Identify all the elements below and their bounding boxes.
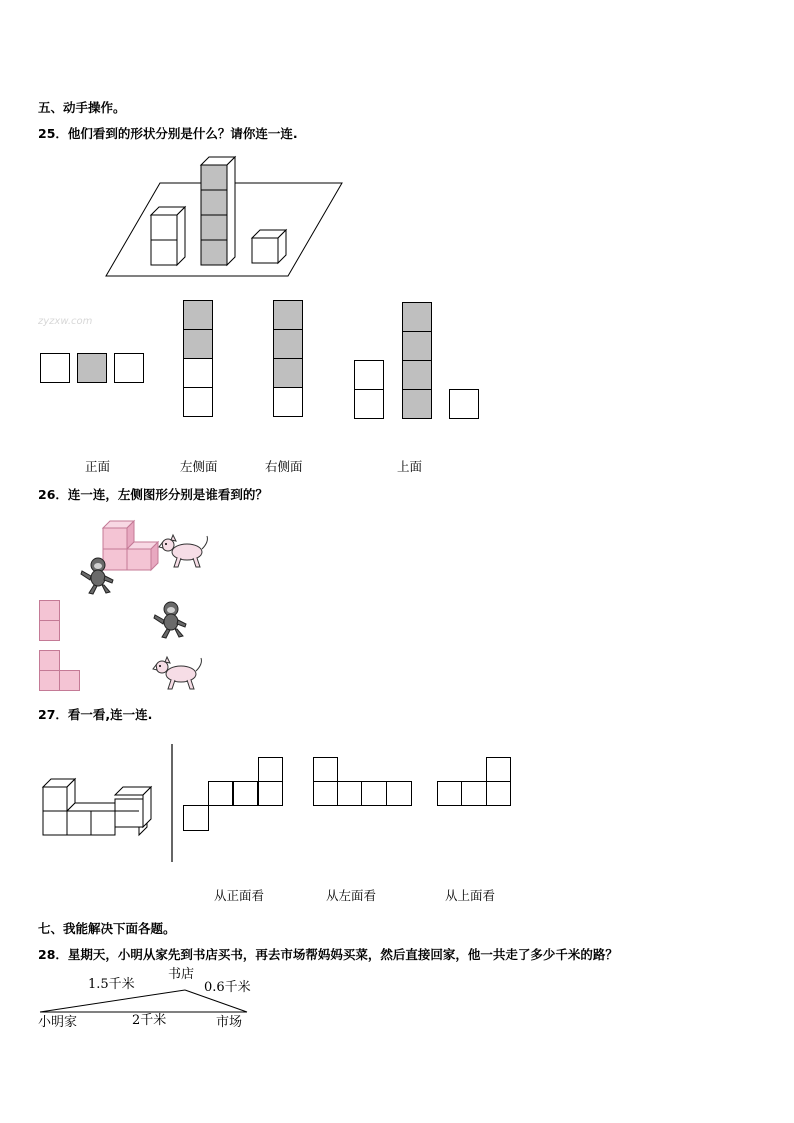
distance-home-bookstore: 1.5千米	[88, 977, 135, 992]
market-label: 市场	[216, 1015, 243, 1030]
question-26-text: 26．连一连，左侧图形分别是谁看到的？	[38, 487, 268, 502]
q25-label-top[interactable]: 上面	[397, 459, 423, 474]
section-7-title: 七、我能解决下面各题。	[38, 921, 176, 936]
home-label: 小明家	[38, 1015, 78, 1030]
q25-label-left-side[interactable]: 左侧面	[180, 459, 218, 474]
q25-label-right-side[interactable]: 右侧面	[265, 459, 303, 474]
q27-label-front[interactable]: 从正面看	[214, 888, 265, 903]
bookstore-label: 书店	[168, 967, 195, 982]
q27-label-left[interactable]: 从左面看	[326, 888, 377, 903]
q27-label-top[interactable]: 从上面看	[445, 888, 496, 903]
question-28-text: 28．星期天，小明从家先到书店买书，再去市场帮妈妈买菜，然后直接回家，他一共走了多少千米的路？	[38, 947, 618, 962]
distance-home-market: 2千米	[132, 1013, 167, 1028]
watermark: zyzxw.com	[38, 316, 93, 327]
question-25-text: 25．他们看到的形状分别是什么？请你连一连.	[38, 126, 298, 141]
q25-label-front[interactable]: 正面	[85, 459, 111, 474]
distance-bookstore-market: 0.6千米	[204, 980, 251, 995]
section-5-title: 五、动手操作。	[38, 100, 126, 115]
question-27-text: 27．看一看,连一连.	[38, 707, 153, 722]
